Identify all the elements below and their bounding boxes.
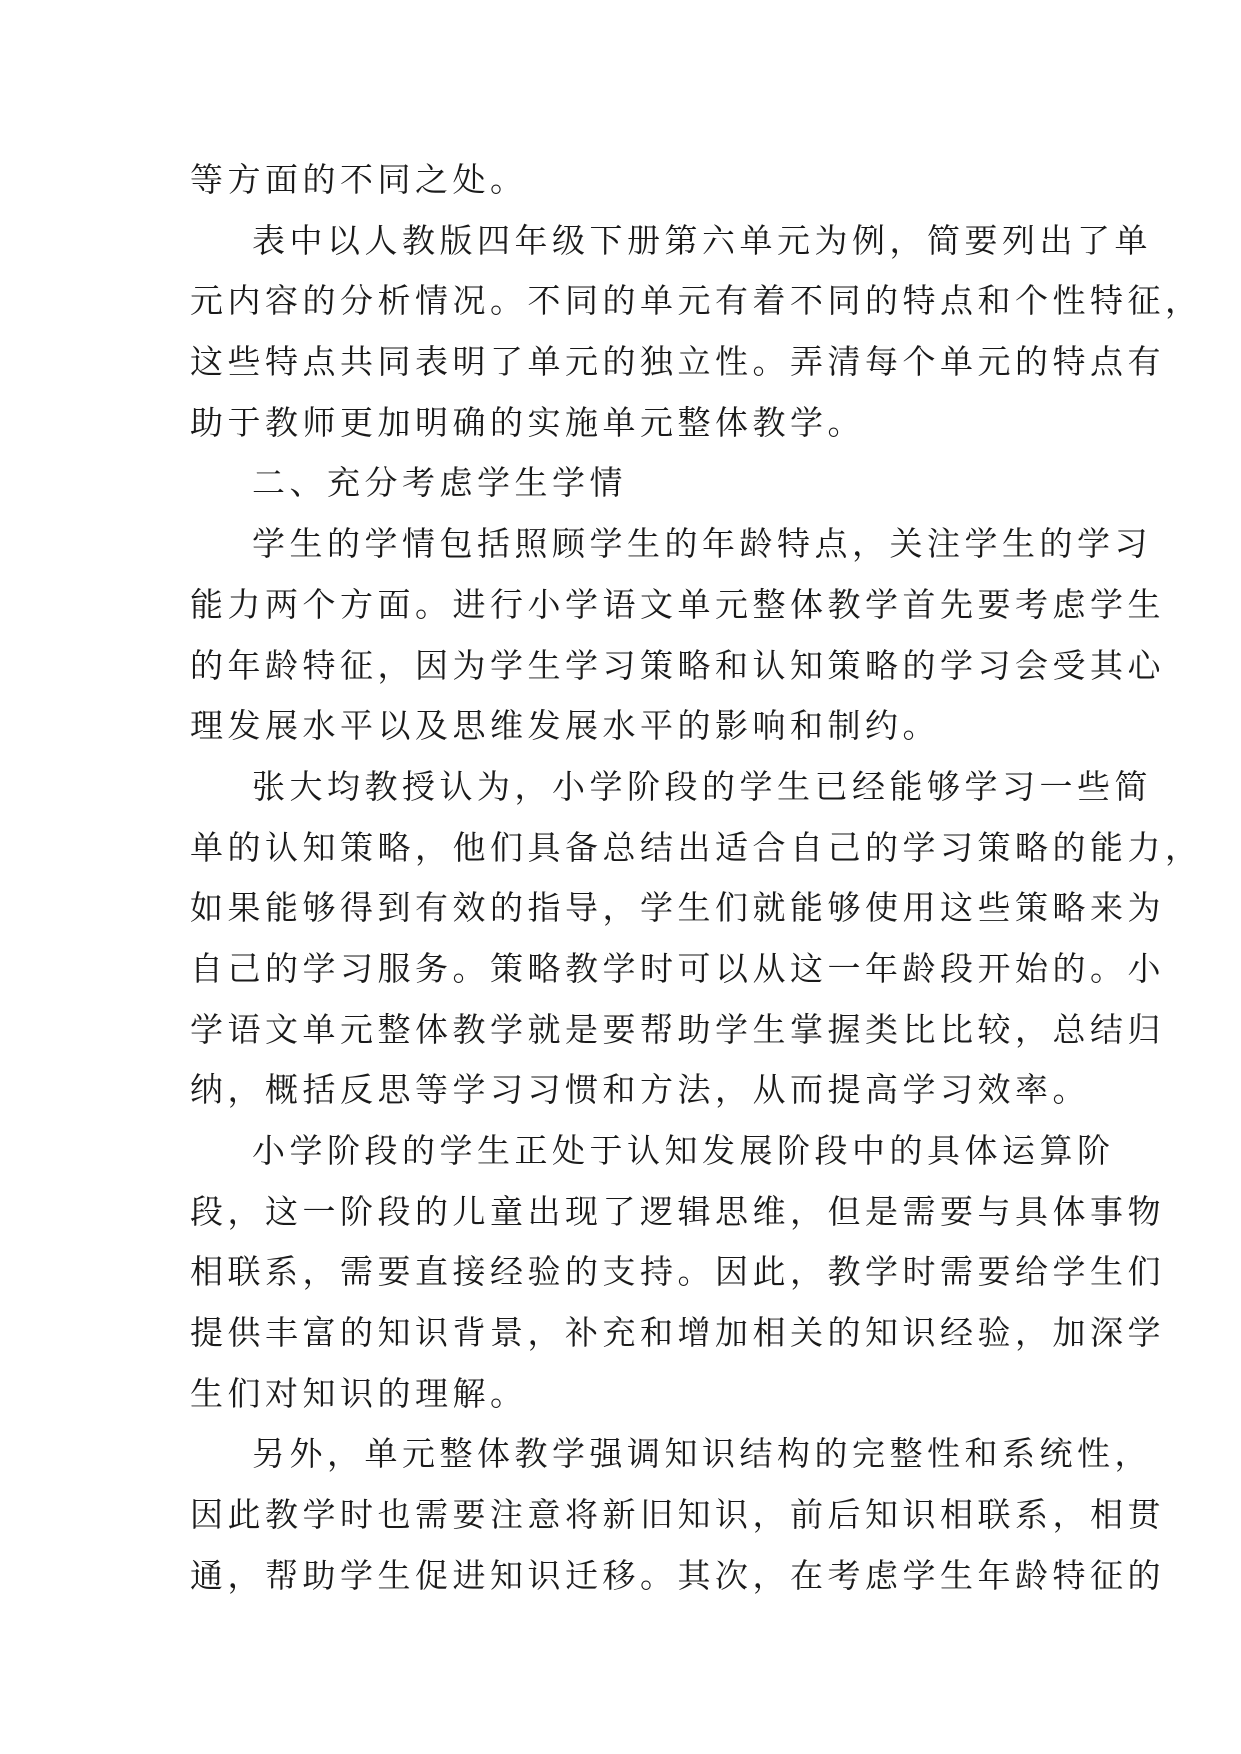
- text-line: 表中以人教版四年级下册第六单元为例，简要列出了单: [252, 220, 1152, 260]
- text-line: 张大均教授认为，小学阶段的学生已经能够学习一些简: [252, 766, 1152, 806]
- body-text: [190, 150, 1203, 1607]
- text-line: 提供丰富的知识背景，补充和增加相关的知识经验，加深学: [190, 1313, 1165, 1353]
- text-line: 另外，单元整体教学强调知识结构的完整性和系统性，: [252, 1434, 1152, 1474]
- text-line: 元内容的分析情况。不同的单元有着不同的特点和个性特征，: [190, 281, 1203, 321]
- text-line: 能力两个方面。进行小学语文单元整体教学首先要考虑学生: [190, 584, 1165, 624]
- text-line: 小学阶段的学生正处于认知发展阶段中的具体运算阶: [252, 1131, 1115, 1170]
- text-line: 这些特点共同表明了单元的独立性。弄清每个单元的特点有: [190, 342, 1165, 382]
- text-line: 理发展水平以及思维发展水平的影响和制约。: [190, 706, 940, 746]
- text-line: 的年龄特征，因为学生学习策略和认知策略的学习会受其心: [190, 645, 1165, 685]
- text-line: 助于教师更加明确的实施单元整体教学。: [190, 402, 865, 442]
- text-line: 如果能够得到有效的指导，学生们就能够使用这些策略来为: [190, 888, 1165, 928]
- text-line: 单的认知策略，他们具备总结出适合自己的学习策略的能力，: [190, 827, 1203, 867]
- text-line: 因此教学时也需要注意将新旧知识，前后知识相联系，相贯: [190, 1495, 1165, 1535]
- section-heading: 二、充分考虑学生学情: [252, 463, 627, 503]
- text-line: 相联系，需要直接经验的支持。因此，教学时需要给学生们: [190, 1252, 1165, 1292]
- text-line: 学语文单元整体教学就是要帮助学生掌握类比比较，总结归: [190, 1009, 1165, 1049]
- text-line: 纳，概括反思等学习习惯和方法，从而提高学习效率。: [190, 1070, 1090, 1110]
- text-line: 自己的学习服务。策略教学时可以从这一年龄段开始的。小: [190, 948, 1165, 988]
- text-line: 等方面的不同之处。: [190, 160, 528, 199]
- text-line: 学生的学情包括照顾学生的年龄特点，关注学生的学习: [252, 524, 1152, 564]
- text-line: 通，帮助学生促进知识迁移。其次，在考虑学生年龄特征的: [190, 1555, 1165, 1595]
- text-line: 生们对知识的理解。: [190, 1373, 528, 1413]
- text-line: 段，这一阶段的儿童出现了逻辑思维，但是需要与具体事物: [190, 1191, 1165, 1231]
